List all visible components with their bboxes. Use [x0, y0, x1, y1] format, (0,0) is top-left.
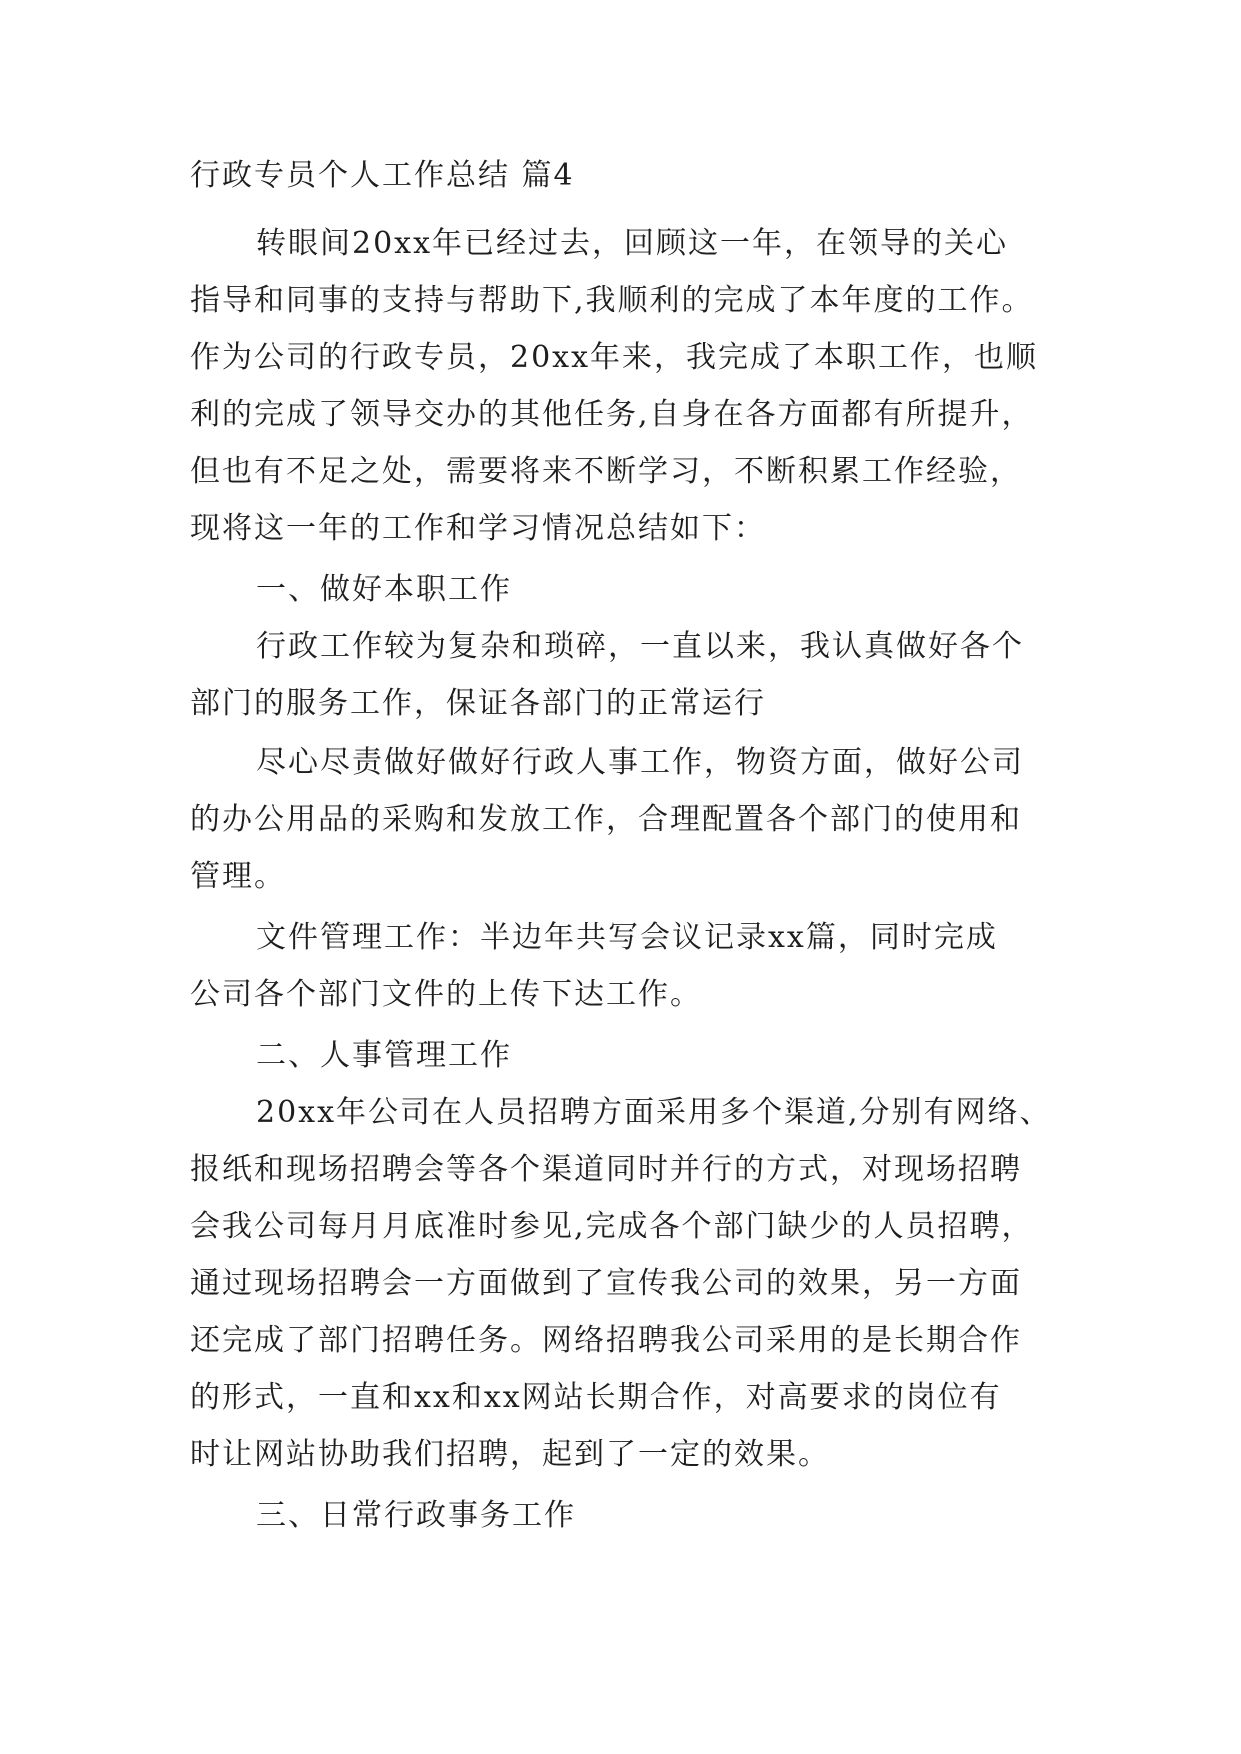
paragraph-line: 通过现场招聘会一方面做到了宣传我公司的效果，另一方面 — [190, 1266, 1022, 1301]
paragraph-line: 指导和同事的支持与帮助下,我顺利的完成了本年度的工作。 — [190, 283, 1034, 318]
paragraph-line: 作为公司的行政专员，20xx年来，我完成了本职工作，也顺 — [190, 340, 1039, 375]
paragraph-line: 但也有不足之处，需要将来不断学习，不断积累工作经验， — [190, 454, 1022, 489]
section-heading: 三、日常行政事务工作 — [256, 1498, 576, 1533]
paragraph-line: 管理。 — [190, 859, 286, 894]
paragraph-line: 的形式，一直和xx和xx网站长期合作，对高要求的岗位有 — [190, 1380, 1002, 1415]
paragraph-line: 利的完成了领导交办的其他任务,自身在各方面都有所提升， — [190, 397, 1034, 432]
paragraph-line: 还完成了部门招聘任务。网络招聘我公司采用的是长期合作 — [190, 1323, 1022, 1358]
paragraph-line: 的办公用品的采购和发放工作，合理配置各个部门的使用和 — [190, 802, 1022, 837]
paragraph-line: 部门的服务工作，保证各部门的正常运行 — [190, 686, 766, 721]
paragraph-line: 行政工作较为复杂和琐碎，一直以来，我认真做好各个 — [256, 629, 1024, 664]
paragraph-line: 公司各个部门文件的上传下达工作。 — [190, 977, 702, 1012]
paragraph-line: 文件管理工作：半边年共写会议记录xx篇，同时完成 — [256, 920, 998, 955]
section-heading: 一、做好本职工作 — [256, 572, 512, 607]
document-title: 行政专员个人工作总结 篇4 — [190, 158, 575, 193]
paragraph-line: 尽心尽责做好做好行政人事工作，物资方面，做好公司 — [256, 745, 1024, 780]
paragraph-line: 转眼间20xx年已经过去，回顾这一年，在领导的关心 — [256, 226, 1009, 261]
section-heading: 二、人事管理工作 — [256, 1038, 512, 1073]
paragraph-line: 会我公司每月月底准时参见,完成各个部门缺少的人员招聘， — [190, 1209, 1034, 1244]
paragraph-line: 时让网站协助我们招聘，起到了一定的效果。 — [190, 1437, 830, 1472]
paragraph-line: 报纸和现场招聘会等各个渠道同时并行的方式，对现场招聘 — [190, 1152, 1022, 1187]
paragraph-line: 20xx年公司在人员招聘方面采用多个渠道,分别有网络、 — [256, 1095, 1052, 1130]
paragraph-line: 现将这一年的工作和学习情况总结如下： — [190, 511, 766, 546]
